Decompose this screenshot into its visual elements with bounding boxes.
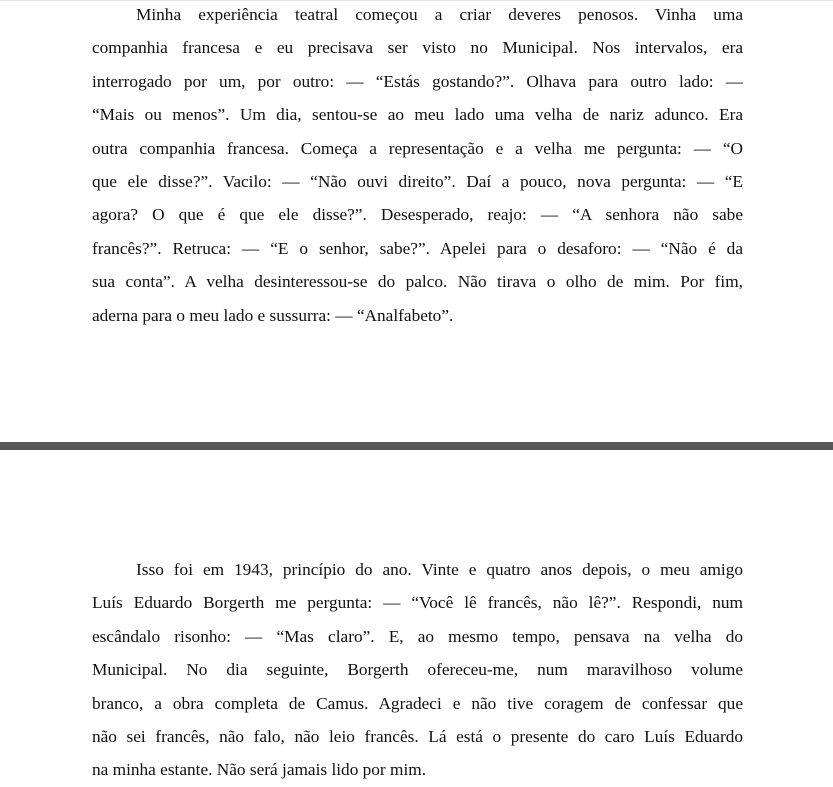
text-line: aderna para o meu lado e sussurra: — “Analfabeto”. <box>92 305 454 325</box>
text-line: não sei francês, não falo, não leio francês. Lá está o presente do caro Luís Eduardo <box>92 727 743 747</box>
text-line: Municipal. No dia seguinte, Borgerth ofereceu-me, num maravilhoso volume <box>92 660 743 680</box>
text-line: companhia francesa e eu precisava ser visto no Municipal. Nos intervalos, era <box>92 38 743 58</box>
text-line: Minha experiência teatral começou a criar deveres penosos. Vinha uma <box>136 5 743 24</box>
text-line: agora? O que é que ele disse?”. Desesperado, reajo: — “A senhora não sabe <box>92 205 743 225</box>
paragraph[interactable] <box>92 0 743 332</box>
text-line: “Mais ou menos”. Um dia, sentou-se ao meu lado uma velha de nariz adunco. Era <box>92 105 743 125</box>
paragraph[interactable] <box>92 553 743 787</box>
text-line: branco, a obra completa de Camus. Agradeci e não tive coragem de confessar que <box>92 693 743 713</box>
text-line: interrogado por um, por outro: — “Estás gostando?”. Olhava para outro lado: — <box>92 71 743 91</box>
document-page-2 <box>0 450 833 780</box>
text-line: francês?”. Retruca: — “E o senhor, sabe?”. Apelei para o desaforo: — “Não é da <box>92 238 743 258</box>
text-line: outra companhia francesa. Começa a representação e a velha me pergunta: — “O <box>92 138 743 158</box>
text-line: escândalo risonho: — “Mas claro”. E, ao mesmo tempo, pensava na velha do <box>92 626 743 646</box>
text-line: que ele disse?”. Vacilo: — “Não ouvi direito”. Daí a pouco, nova pergunta: — “E <box>92 172 743 192</box>
text-line: sua conta”. A velha desinteressou-se do palco. Não tirava o olho de mim. Por fim, <box>92 272 743 292</box>
text-line: Luís Eduardo Borgerth me pergunta: — “Você lê francês, não lê?”. Respondi, num <box>92 593 743 613</box>
text-line: Isso foi em 1943, princípio do ano. Vinte e quatro anos depois, o meu amigo <box>136 560 743 579</box>
text-line: na minha estante. Não será jamais lido por mim. <box>92 760 427 780</box>
page-separator <box>0 442 833 450</box>
